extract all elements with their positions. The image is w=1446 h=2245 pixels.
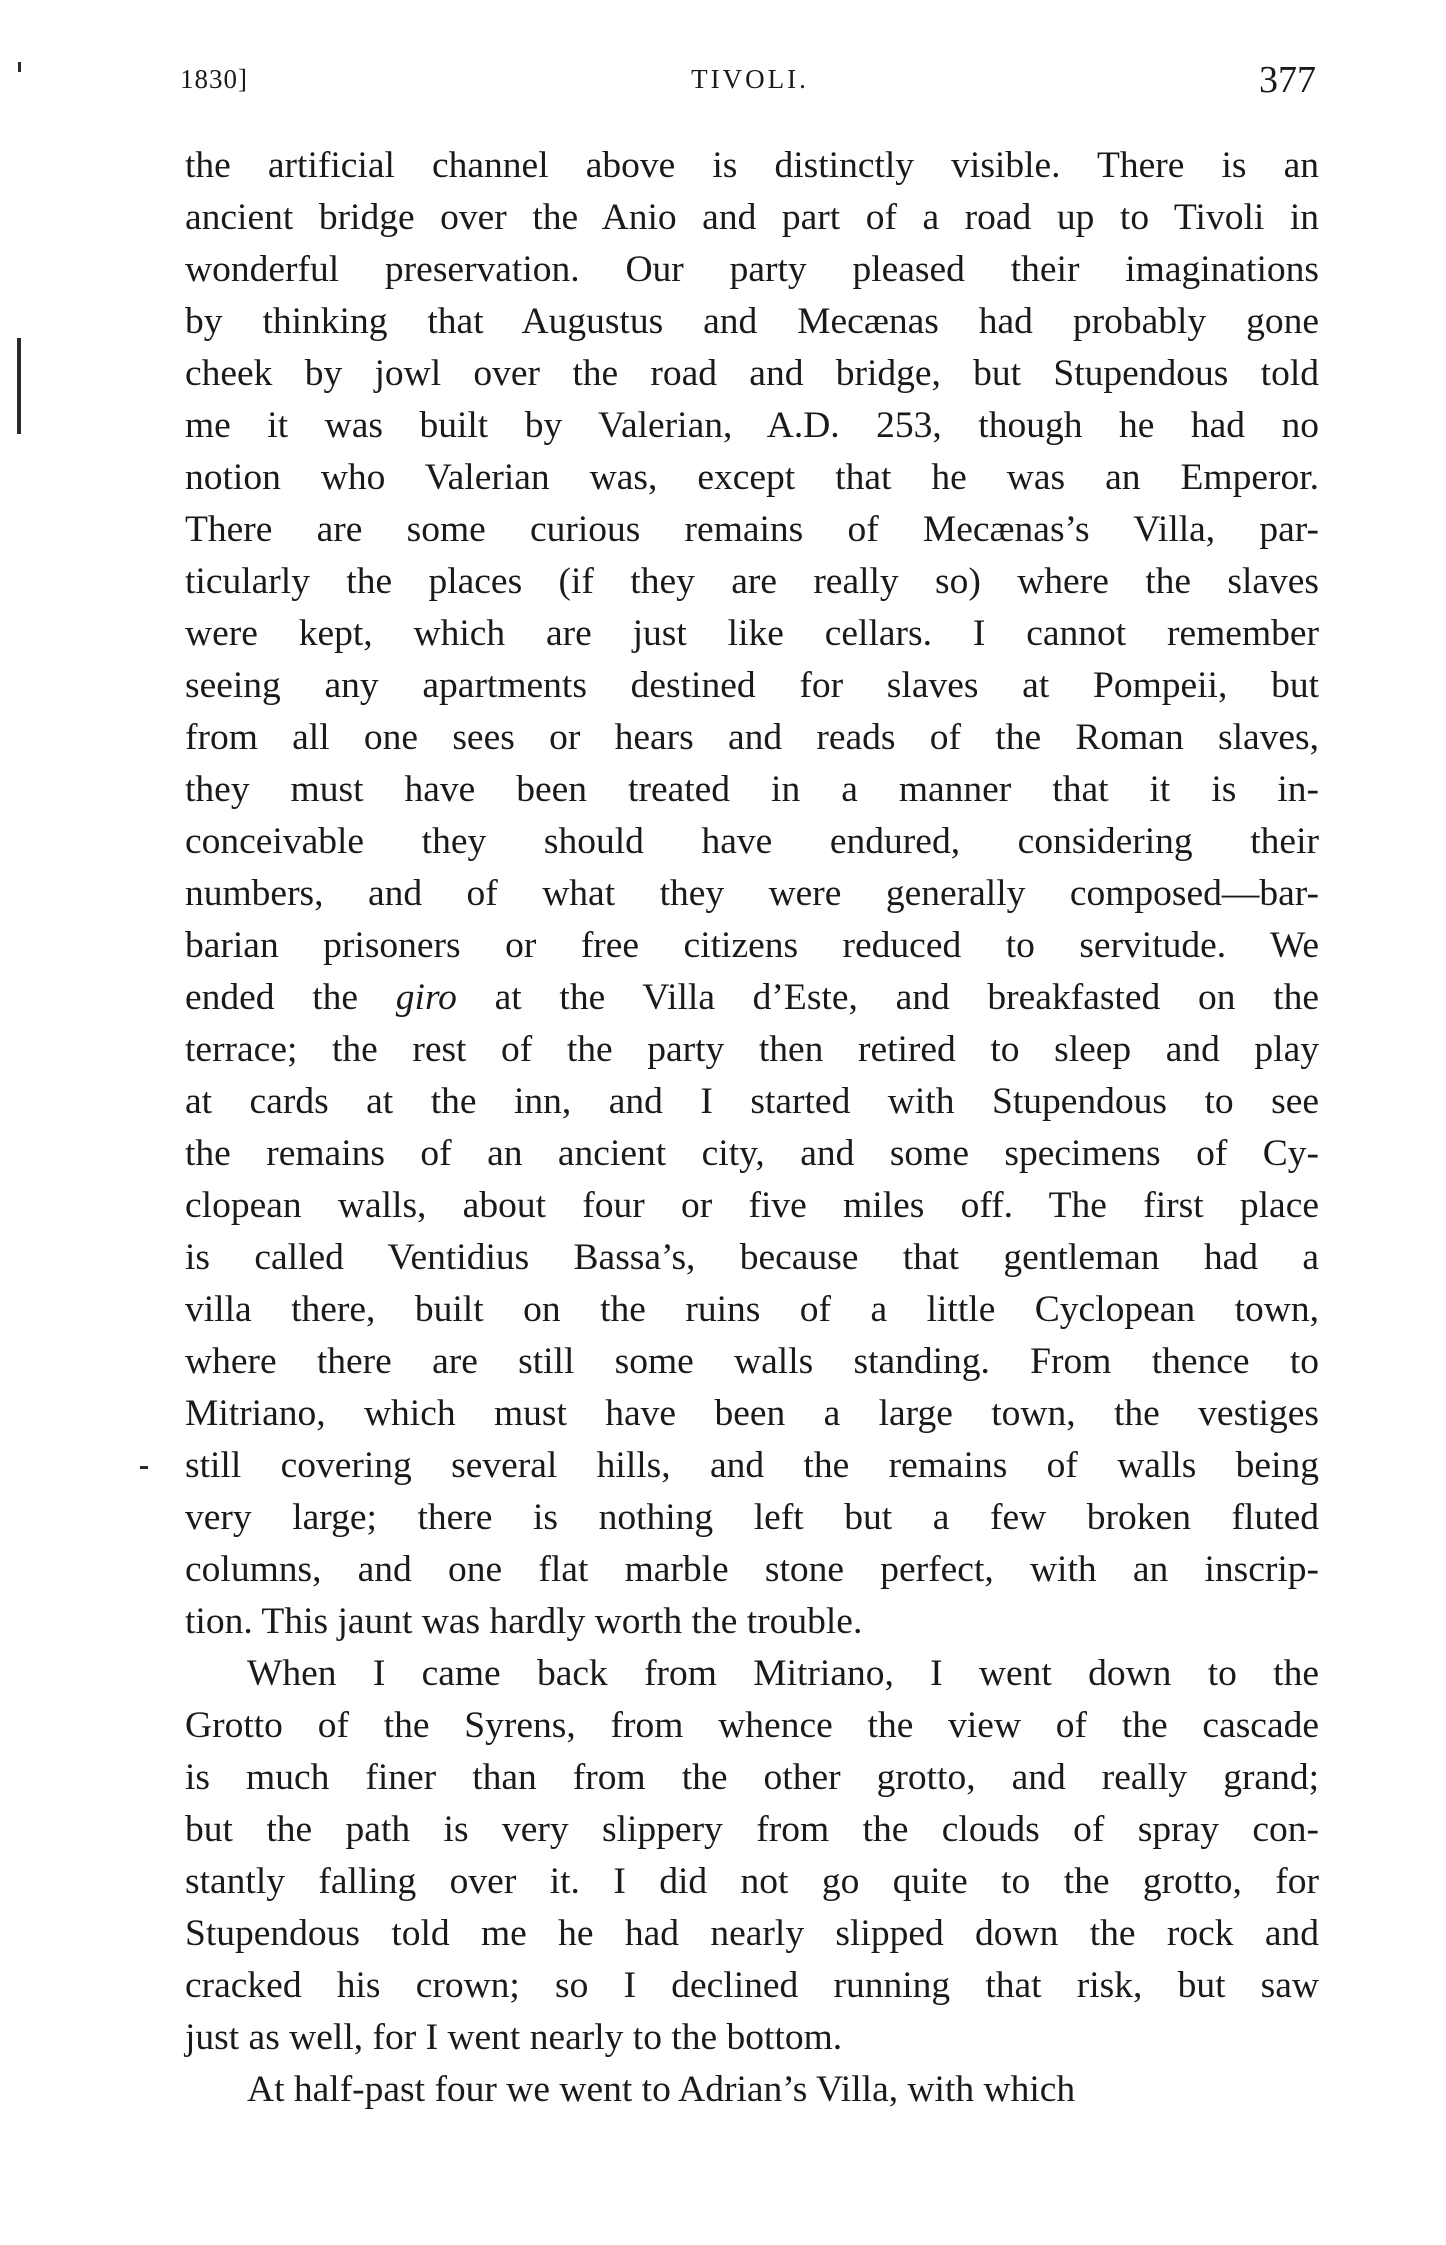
text-line: still covering several hills, and the remains of walls being (185, 1445, 1319, 1486)
text-line: ended the giro at the Villa d’Este, and breakfasted on the (185, 977, 1319, 1018)
text-line: they must have been treated in a manner that it is in- (185, 769, 1319, 810)
text-line: from all one sees or hears and reads of the Roman slaves, (185, 717, 1319, 758)
page-number: 377 (1259, 59, 1316, 101)
text-line: were kept, which are just like cellars. I cannot remember (185, 613, 1319, 654)
text-line: notion who Valerian was, except that he was an Emperor. (185, 457, 1319, 498)
running-header (180, 58, 1320, 108)
text-line: cracked his crown; so I declined running that risk, but saw (185, 1965, 1319, 2006)
text-line: ancient bridge over the Anio and part of a road up to Tivoli in (185, 197, 1319, 238)
text-line: seeing any apartments destined for slaves at Pompeii, but (185, 665, 1319, 706)
text-line: by thinking that Augustus and Mecænas had probably gone (185, 301, 1319, 342)
text-line: just as well, for I went nearly to the bottom. (185, 2017, 843, 2058)
paragraph (185, 140, 1319, 1648)
text-line: is called Ventidius Bassa’s, because that gentleman had a (185, 1237, 1319, 1278)
text-line: Mitriano, which must have been a large town, the vestiges (185, 1393, 1319, 1434)
header-title: TIVOLI. (691, 64, 809, 94)
text-line: but the path is very slippery from the clouds of spray con- (185, 1809, 1319, 1850)
body-text (185, 140, 1319, 2116)
text-line: the artificial channel above is distinctly visible. There is an (185, 145, 1319, 186)
text-line: clopean walls, about four or five miles off. The first place (185, 1185, 1319, 1226)
text-line: villa there, built on the ruins of a little Cyclopean town, (185, 1289, 1319, 1330)
text-line: At half-past four we went to Adrian’s Villa, with which (247, 2069, 1076, 2110)
text-line: columns, and one flat marble stone perfect, with an inscrip- (185, 1549, 1319, 1590)
text-line: Stupendous told me he had nearly slipped down the rock and (185, 1913, 1319, 1954)
text-line: is much finer than from the other grotto, and really grand; (185, 1757, 1319, 1798)
paragraph (185, 2064, 1319, 2116)
scan-mark (17, 338, 21, 434)
text-line: very large; there is nothing left but a few broken fluted (185, 1497, 1319, 1538)
text-line: terrace; the rest of the party then retired to sleep and play (185, 1029, 1319, 1070)
text-line: at cards at the inn, and I started with Stupendous to see (185, 1081, 1319, 1122)
text-line: stantly falling over it. I did not go quite to the grotto, for (185, 1861, 1319, 1902)
paragraph (185, 1648, 1319, 2064)
text-line: ticularly the places (if they are really so) where the slaves (185, 561, 1319, 602)
text-line: When I came back from Mitriano, I went down to the (247, 1653, 1319, 1694)
text-line: There are some curious remains of Mecænas’s Villa, par- (185, 509, 1319, 550)
text-line: wonderful preservation. Our party pleased their imaginations (185, 249, 1319, 290)
scan-mark (18, 62, 21, 72)
header-year: 1830] (180, 64, 248, 94)
text-line: tion. This jaunt was hardly worth the trouble. (185, 1601, 863, 1642)
text-line: barian prisoners or free citizens reduced to servitude. We (185, 925, 1319, 966)
text-line: conceivable they should have endured, considering their (185, 821, 1319, 862)
scan-mark (140, 1466, 148, 1469)
text-line: Grotto of the Syrens, from whence the view of the cascade (185, 1705, 1319, 1746)
text-line: numbers, and of what they were generally composed—bar- (185, 873, 1319, 914)
text-line: where there are still some walls standing. From thence to (185, 1341, 1319, 1382)
italic-word: giro (395, 977, 457, 1018)
text-line: cheek by jowl over the road and bridge, but Stupendous told (185, 353, 1319, 394)
text-line: the remains of an ancient city, and some specimens of Cy- (185, 1133, 1319, 1174)
text-line: me it was built by Valerian, A.D. 253, though he had no (185, 405, 1319, 446)
